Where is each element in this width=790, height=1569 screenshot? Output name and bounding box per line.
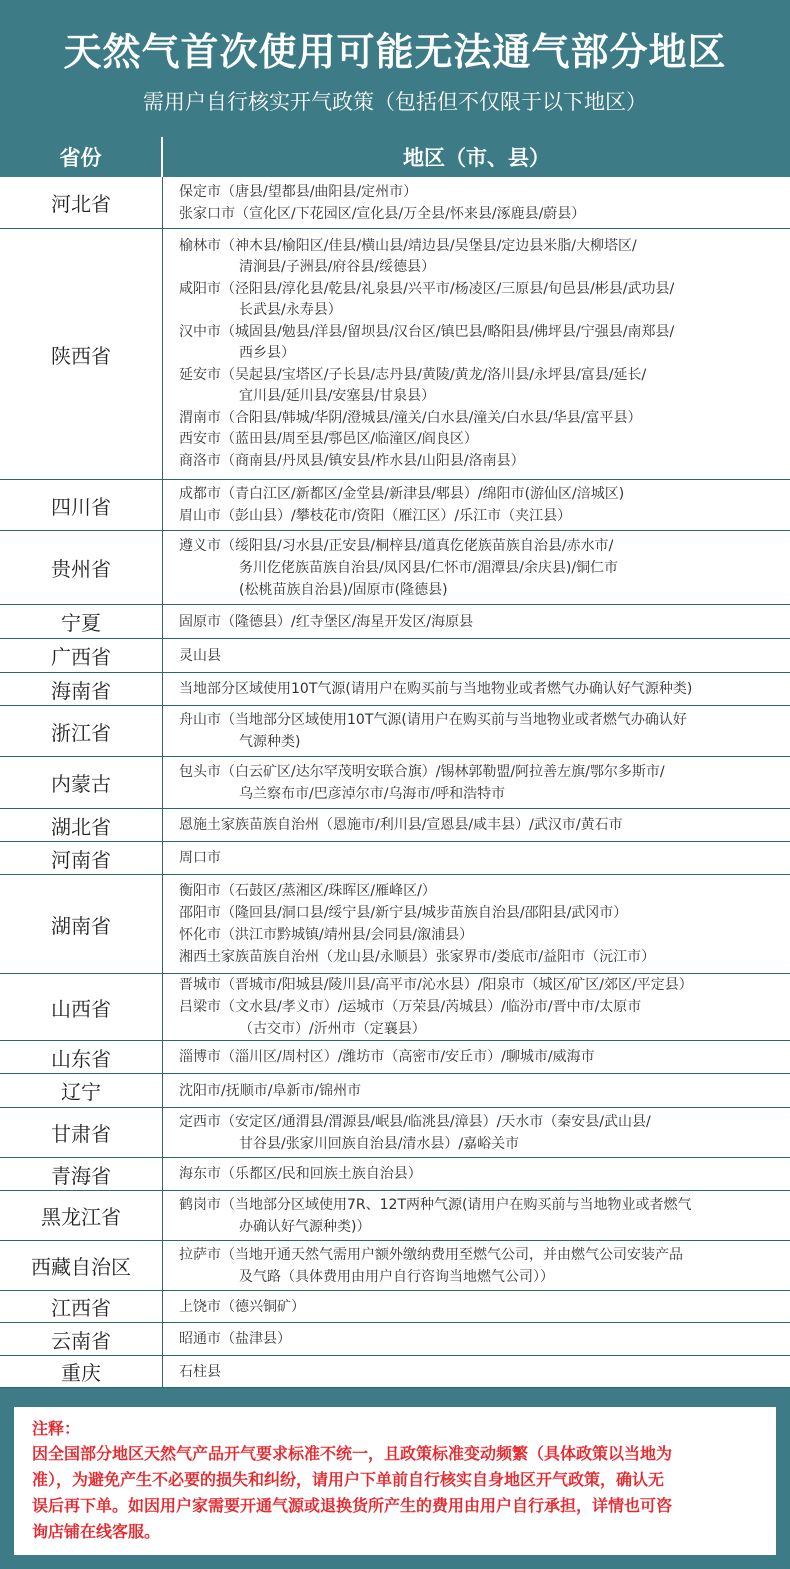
area-cell	[163, 1074, 790, 1107]
area-line: 鹤岗市（当地部分区域使用7R、12T两种气源(请用户在购买前与当地物业或者燃气	[179, 1196, 692, 1213]
area-line: （古交市）/沂州市（定襄县）	[239, 1021, 426, 1037]
area-line: 渭南市（合阳县/韩城/华阴/澄城县/潼关/白水县/潼关/白水县/华县/富平县）	[179, 409, 642, 426]
table-row	[0, 605, 790, 639]
area-line: 遵义市（绥阳县/习水县/正安县/桐梓县/道真仡佬族苗族自治县/赤水市/	[179, 537, 614, 554]
table-row	[0, 1356, 790, 1388]
table-row	[0, 480, 790, 531]
province-cell: 浙江省	[0, 706, 163, 756]
area-line: 当地部分区域使用10T气源(请用户在购买前与当地物业或者燃气办确认好气源种类)	[179, 681, 693, 697]
area-line: 怀化市（洪江市黔城镇/靖州县/会同县/溆浦县）	[179, 927, 474, 943]
area-line: 榆林市（神木县/榆阳区/佳县/横山县/靖边县/吴堡县/定边县米脂/大柳塔区/	[179, 237, 637, 254]
area-cell	[163, 757, 790, 808]
area-line: 西安市（蓝田县/周至县/鄠邑区/临潼区/阎良区）	[179, 431, 478, 448]
area-line: 舟山市（当地部分区域使用10T气源(请用户在购买前与当地物业或者燃气办确认好	[179, 712, 687, 728]
province-cell: 云南省	[0, 1323, 163, 1355]
province-cell: 湖北省	[0, 809, 163, 841]
table-row	[0, 974, 790, 1041]
area-line: 宜川县/延川县/安塞县/甘泉县）	[239, 388, 436, 405]
area-cell	[163, 1356, 790, 1387]
area-cell	[163, 875, 790, 973]
header-banner	[0, 0, 790, 135]
province-cell: 四川省	[0, 480, 163, 530]
area-cell	[163, 1108, 790, 1157]
province-cell: 湖南省	[0, 875, 163, 973]
area-line: 周口市	[179, 850, 221, 866]
area-cell	[163, 974, 790, 1040]
table-row	[0, 531, 790, 605]
table-row	[0, 1191, 790, 1241]
province-cell: 西藏自治区	[0, 1241, 163, 1290]
area-line: 清涧县/子洲县/府谷县/绥德县）	[239, 259, 436, 276]
area-line: 气源种类)	[239, 734, 301, 750]
province-cell: 河南省	[0, 842, 163, 874]
province-cell: 辽宁	[0, 1074, 163, 1107]
area-line: 晋城市（晋城市/阳城县/陵川县/高平市/沁水县）/阳泉市（城区/矿区/郊区/平定县）	[179, 977, 693, 993]
province-cell: 山西省	[0, 974, 163, 1040]
area-line: 湘西土家族苗族自治州（龙山县/永顺县）张家界市/娄底市/益阳市（沅江市）	[179, 949, 656, 965]
notes-line: 询店铺在线客服。	[32, 1522, 161, 1541]
area-line: 乌兰察布市/巴彦淖尔市/乌海市/呼和浩特市	[239, 785, 506, 802]
area-cell	[163, 1323, 790, 1355]
notes-line: 准），为避免产生不必要的损失和纠纷，请用户下单前自行核实自身地区开气政策，确认无	[32, 1470, 665, 1489]
column-header-area: 地区（市、县）	[403, 146, 550, 170]
province-cell: 贵州省	[0, 531, 163, 604]
area-line: 甘谷县/张家川回族自治县/清水县）/嘉峪关市	[239, 1135, 520, 1152]
area-cell	[163, 1041, 790, 1073]
table-row	[0, 1041, 790, 1074]
notes-box	[14, 1407, 776, 1555]
area-line: 保定市（唐县/望都县/曲阳县/定州市）	[179, 183, 418, 200]
table-row	[0, 1323, 790, 1356]
area-line: 商洛市（商南县/丹凤县/镇安县/柞水县/山阳县/洛南县）	[179, 452, 525, 469]
table-row	[0, 1108, 790, 1158]
area-cell	[163, 531, 790, 604]
province-cell: 河北省	[0, 177, 163, 228]
table-row	[0, 673, 790, 706]
area-line: 恩施土家族苗族自治州（恩施市/利川县/宣恩县/咸丰县）/武汉市/黄石市	[179, 817, 623, 833]
area-line: 淄博市（淄川区/周村区）/潍坊市（高密市/安丘市）/聊城市/威海市	[179, 1049, 595, 1065]
province-cell: 江西省	[0, 1291, 163, 1322]
table-row	[0, 706, 790, 757]
area-line: 及气路（具体费用由用户自行咨询当地燃气公司））	[239, 1268, 554, 1285]
area-line: (松桃苗族自治县)/固原市(隆德县)	[239, 581, 448, 598]
area-cell	[163, 1241, 790, 1290]
area-line: 延安市（吴起县/宝塔区/子长县/志丹县/黄陵/黄龙/洛川县/永坪县/富县/延长/	[179, 366, 647, 383]
area-line: 固原市（隆德县）/红寺堡区/海星开发区/海原县	[179, 613, 474, 630]
area-cell	[163, 177, 790, 228]
area-line: 海东市（乐都区/民和回族土族自治县）	[179, 1166, 422, 1182]
province-cell: 青海省	[0, 1158, 163, 1190]
column-header-province: 省份	[0, 137, 163, 177]
area-line: 拉萨市（当地开通天然气需用户额外缴纳费用至燃气公司，并由燃气公司安装产品	[179, 1246, 683, 1263]
notes-line: 误后再下单。如因用户家需要开通气源或退换货所产生的费用由用户自行承担，详情也可咨	[32, 1496, 673, 1515]
notes-text	[32, 1441, 758, 1545]
area-line: 成都市（青白江区/新都区/金堂县/新津县/郫县）/绵阳市(游仙区/涪城区)	[179, 486, 625, 502]
table-row	[0, 229, 790, 480]
table-row	[0, 842, 790, 875]
area-cell	[163, 706, 790, 756]
area-line: 西乡县）	[239, 345, 295, 362]
area-cell	[163, 1291, 790, 1322]
province-cell: 内蒙古	[0, 757, 163, 808]
page-title: 天然气首次使用可能无法通气部分地区	[63, 30, 727, 74]
area-line: 务川仡佬族苗族自治县/凤冈县/仁怀市/湄潭县/余庆县)/铜仁市	[239, 559, 619, 576]
area-line: 邵阳市（隆回县/洞口县/绥宁县/新宁县/城步苗族自治县/邵阳县/武冈市）	[179, 905, 628, 921]
area-line: 石柱县	[179, 1363, 221, 1380]
area-cell	[163, 605, 790, 638]
area-line: 灵山县	[179, 647, 221, 664]
province-cell: 山东省	[0, 1041, 163, 1073]
province-cell: 黑龙江省	[0, 1191, 163, 1240]
table-row	[0, 177, 790, 229]
area-line: 张家口市（宣化区/下花园区/宣化县/万全县/怀来县/涿鹿县/蔚县）	[179, 205, 586, 222]
table-header	[0, 137, 790, 177]
table-row	[0, 639, 790, 673]
page-subtitle: 需用户自行核实开气政策（包括但不仅限于以下地区）	[143, 90, 647, 114]
province-cell: 广西省	[0, 639, 163, 672]
area-cell	[163, 229, 790, 479]
area-cell	[163, 809, 790, 841]
table-row	[0, 1074, 790, 1108]
area-line: 吕梁市（文水县/孝义市）/运城市（万荣县/芮城县）/临汾市/晋中市/太原市	[179, 999, 642, 1015]
area-line: 长武县/永寿县）	[239, 302, 342, 319]
area-line: 昭通市（盐津县）	[179, 1331, 291, 1347]
area-line: 眉山市（彭山县）/攀枝花市/资阳（雁江区）/乐江市（夹江县）	[179, 508, 572, 524]
notes-line: 因全国部分地区天然气产品开气要求标准不统一，且政策标准变动频繁（具体政策以当地为	[32, 1444, 673, 1463]
area-line: 上饶市（德兴铜矿）	[179, 1298, 305, 1315]
area-line: 包头市（白云矿区/达尔罕茂明安联合旗）/锡林郭勒盟/阿拉善左旗/鄂尔多斯市/	[179, 763, 665, 780]
area-cell	[163, 639, 790, 672]
region-table	[0, 137, 790, 1388]
area-line: 汉中市（城固县/勉县/洋县/留坝县/汉台区/镇巴县/略阳县/佛坪县/宁强县/南郑县/	[179, 323, 675, 340]
province-cell: 宁夏	[0, 605, 163, 638]
province-cell: 陕西省	[0, 229, 163, 479]
table-row	[0, 809, 790, 842]
province-cell: 重庆	[0, 1356, 163, 1387]
table-row	[0, 875, 790, 974]
area-cell	[163, 1158, 790, 1190]
table-row	[0, 1241, 790, 1291]
area-line: 办确认好气源种类)）	[239, 1218, 371, 1235]
province-cell: 甘肃省	[0, 1108, 163, 1157]
area-cell	[163, 842, 790, 874]
area-cell	[163, 480, 790, 530]
area-line: 定西市（安定区/通渭县/渭源县/岷县/临洮县/漳县）/天水市（秦安县/武山县/	[179, 1113, 651, 1130]
area-cell	[163, 1191, 790, 1240]
table-row	[0, 757, 790, 809]
area-cell	[163, 673, 790, 705]
table-row	[0, 1158, 790, 1191]
table-row	[0, 1291, 790, 1323]
area-line: 衡阳市（石鼓区/蒸湘区/珠晖区/雁峰区/）	[179, 883, 436, 899]
province-cell: 海南省	[0, 673, 163, 705]
notes-title: 注释：	[32, 1419, 81, 1438]
area-line: 咸阳市（泾阳县/淳化县/乾县/礼泉县/兴平市/杨凌区/三原县/旬邑县/彬县/武功县/	[179, 280, 675, 297]
area-line: 沈阳市/抚顺市/阜新市/锦州市	[179, 1082, 362, 1099]
table-body	[0, 177, 790, 1388]
